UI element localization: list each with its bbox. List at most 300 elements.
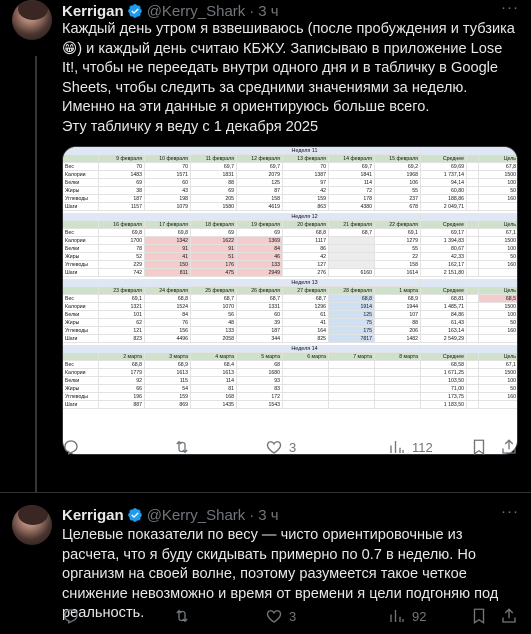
- sheet-cell: Цель: [479, 221, 518, 229]
- sheet-cell: 62: [99, 319, 145, 327]
- sheet-cell: Жиры: [63, 385, 99, 393]
- sheet-cell: 475: [191, 269, 237, 277]
- sheet-cell: Среднее: [421, 287, 467, 295]
- sheet-cell: 7817: [329, 335, 375, 343]
- sheet-cell: 50: [479, 385, 518, 393]
- sheet-cell: [467, 245, 479, 253]
- sheet-cell: 1500: [479, 303, 518, 311]
- sheet-cell: 68,7: [191, 295, 237, 303]
- like-count: 3: [289, 608, 297, 624]
- sheet-cell: 70: [283, 163, 329, 171]
- reply-icon: [62, 607, 80, 625]
- sheet-cell: [467, 269, 479, 277]
- views-count: 112: [412, 439, 433, 455]
- sheet-cell: Углеводы: [63, 195, 99, 203]
- sheet-cell: 28 февраля: [329, 287, 375, 295]
- timestamp[interactable]: 3 ч: [258, 2, 279, 20]
- sheet-cell: 61,43: [421, 319, 467, 327]
- sheet-cell: [479, 203, 518, 211]
- data-row: [63, 327, 518, 335]
- sheet-cell: [467, 361, 479, 369]
- data-row: [63, 187, 518, 195]
- tweet-header: [62, 505, 279, 525]
- separator-dot: ·: [249, 506, 255, 524]
- retweet-button[interactable]: [173, 437, 197, 457]
- sheet-cell: Жиры: [63, 319, 99, 327]
- avatar[interactable]: [12, 505, 52, 545]
- reply-button[interactable]: [62, 437, 86, 457]
- sheet-cell: Вес: [63, 229, 99, 237]
- sheet-cell: 156: [145, 327, 191, 335]
- sheet-cell: 1483: [99, 171, 145, 179]
- sheet-cell: 68,9: [375, 295, 421, 303]
- sheet-cell: 56: [191, 311, 237, 319]
- sheet-cell: 1500: [479, 171, 518, 179]
- retweet-icon: [173, 607, 191, 625]
- sheet-cell: 1331: [237, 303, 283, 311]
- week-title-row: [63, 345, 518, 353]
- handle[interactable]: @Kerry_Shark: [146, 2, 246, 20]
- sheet-cell: 1 марта: [375, 287, 421, 295]
- sheet-cell: 160: [479, 195, 518, 203]
- sheet-cell: 68,58: [421, 361, 467, 369]
- sheet-cell: Углеводы: [63, 261, 99, 269]
- tweet-image[interactable]: [62, 146, 518, 455]
- data-row: [63, 303, 518, 311]
- sheet-cell: 66: [99, 385, 145, 393]
- sheet-cell: 68,7: [237, 295, 283, 303]
- like-count: 3: [289, 439, 297, 455]
- like-button[interactable]: [265, 437, 296, 457]
- sheet-cell: 229: [99, 261, 145, 269]
- sheet-cell: Калории: [63, 303, 99, 311]
- sheet-cell: 69: [191, 187, 237, 195]
- sheet-cell: 1613: [145, 369, 191, 377]
- sheet-cell: [467, 369, 479, 377]
- separator-dot: ·: [249, 2, 255, 20]
- verified-badge-icon: [127, 3, 143, 19]
- sheet-cell: 103,50: [421, 377, 467, 385]
- sheet-cell: 237: [375, 195, 421, 203]
- sheet-cell: 88: [375, 319, 421, 327]
- sheet-cell: 1524: [145, 303, 191, 311]
- sheet-cell: 38: [99, 187, 145, 195]
- sheet-cell: 68,8: [329, 295, 375, 303]
- timestamp[interactable]: 3 ч: [258, 506, 279, 524]
- sheet-cell: 196: [99, 393, 145, 401]
- sheet-cell: [467, 287, 479, 295]
- sheet-cell: 50: [479, 319, 518, 327]
- week-title: Неделя 14: [191, 345, 421, 353]
- data-row: [63, 335, 518, 343]
- sheet-cell: 19 февраля: [237, 221, 283, 229]
- sheet-cell: Шаги: [63, 335, 99, 343]
- sheet-cell: 69,7: [237, 163, 283, 171]
- sheet-cell: 69,69: [421, 163, 467, 171]
- week-title-row: [63, 213, 518, 221]
- sheet-cell: 133: [191, 327, 237, 335]
- sheet-cell: 92: [99, 377, 145, 385]
- sheet-cell: 69: [237, 229, 283, 237]
- sheet-cell: 107: [375, 311, 421, 319]
- sheet-cell: [63, 221, 99, 229]
- sheet-cell: 78: [99, 245, 145, 253]
- sheet-cell: 114: [191, 377, 237, 385]
- sheet-cell: [467, 261, 479, 269]
- sheet-cell: 2079: [237, 171, 283, 179]
- action-bar: [62, 437, 518, 457]
- data-row: [63, 393, 518, 401]
- sheet-cell: [467, 221, 479, 229]
- sheet-cell: 80,67: [421, 245, 467, 253]
- sheet-cell: [375, 385, 421, 393]
- sheet-cell: [283, 361, 329, 369]
- sheet-cell: 68,7: [329, 229, 375, 237]
- sheet-cell: [479, 335, 518, 343]
- sheet-cell: 1680: [237, 369, 283, 377]
- sheet-cell: [467, 335, 479, 343]
- sheet-cell: Углеводы: [63, 393, 99, 401]
- heart-icon: [265, 607, 283, 625]
- sheet-cell: 50: [479, 253, 518, 261]
- sheet-cell: [467, 253, 479, 261]
- sheet-cell: 4619: [237, 203, 283, 211]
- views-count: 92: [412, 608, 427, 624]
- sheet-cell: 16 февраля: [99, 221, 145, 229]
- sheet-cell: [467, 163, 479, 171]
- share-button[interactable]: [500, 437, 518, 457]
- sheet-cell: 2 049,71: [421, 203, 467, 211]
- sheet-cell: 1700: [99, 237, 145, 245]
- data-row: [63, 229, 518, 237]
- sheet-cell: Цель: [479, 287, 518, 295]
- sheet-cell: [329, 237, 375, 245]
- week-title: Неделя 11: [191, 147, 421, 155]
- sheet-cell: 344: [237, 335, 283, 343]
- sheet-cell: 178: [329, 195, 375, 203]
- sheet-cell: Цель: [479, 353, 518, 361]
- sheet-cell: 164: [283, 327, 329, 335]
- sheet-cell: [467, 319, 479, 327]
- sheet-cell: 42: [283, 187, 329, 195]
- sheet-cell: 67,1: [479, 361, 518, 369]
- data-row: [63, 269, 518, 277]
- sheet-cell: 54: [145, 385, 191, 393]
- bookmark-icon: [470, 438, 488, 456]
- sheet-cell: [467, 295, 479, 303]
- sheet-cell: 1157: [99, 203, 145, 211]
- dates-row: [63, 353, 518, 361]
- sheet-cell: 2 151,80: [421, 269, 467, 277]
- sheet-cell: 52: [99, 253, 145, 261]
- sheet-cell: 12 февраля: [237, 155, 283, 163]
- more-options-icon[interactable]: ···: [501, 0, 519, 16]
- sheet-cell: 1622: [191, 237, 237, 245]
- reply-icon: [62, 438, 80, 456]
- more-options-icon[interactable]: ···: [501, 503, 519, 520]
- sheet-cell: 114: [329, 179, 375, 187]
- sheet-cell: 1369: [237, 237, 283, 245]
- data-row: [63, 171, 518, 179]
- sheet-cell: 187: [237, 327, 283, 335]
- sheet-cell: 1614: [375, 269, 421, 277]
- sheet-cell: 1070: [191, 303, 237, 311]
- sheet-cell: 13 февраля: [283, 155, 329, 163]
- week-title-row: [63, 147, 518, 155]
- data-row: [63, 253, 518, 261]
- sheet-cell: 86: [283, 245, 329, 253]
- sheet-cell: 70: [145, 163, 191, 171]
- sheet-cell: 1543: [237, 401, 283, 409]
- sheet-cell: 160: [479, 327, 518, 335]
- reply-button[interactable]: [62, 606, 86, 626]
- sheet-cell: 1296: [283, 303, 329, 311]
- sheet-cell: [467, 179, 479, 187]
- sheet-cell: 1482: [375, 335, 421, 343]
- sheet-cell: 1 394,83: [421, 237, 467, 245]
- sheet-cell: 88: [191, 179, 237, 187]
- display-name[interactable]: Kerrigan: [62, 2, 124, 20]
- data-row: [63, 385, 518, 393]
- dates-row: [63, 155, 518, 163]
- sheet-cell: 76: [145, 319, 191, 327]
- sheet-cell: Шаги: [63, 401, 99, 409]
- week-title: Неделя 12: [191, 213, 421, 221]
- sheet-cell: Калории: [63, 171, 99, 179]
- bookmark-button[interactable]: [470, 606, 488, 626]
- sheet-cell: Жиры: [63, 187, 99, 195]
- share-icon: [500, 607, 518, 625]
- handle[interactable]: @Kerry_Shark: [146, 506, 246, 524]
- sheet-cell: 133: [237, 261, 283, 269]
- data-row: [63, 237, 518, 245]
- bookmark-icon: [470, 607, 488, 625]
- sheet-cell: 69,1: [99, 295, 145, 303]
- data-row: [63, 377, 518, 385]
- sheet-cell: 825: [283, 335, 329, 343]
- sheet-cell: 1779: [99, 369, 145, 377]
- retweet-button[interactable]: [173, 606, 197, 626]
- sheet-cell: [375, 401, 421, 409]
- sheet-cell: [375, 393, 421, 401]
- verified-badge-icon: [127, 507, 143, 523]
- sheet-cell: 1500: [479, 237, 518, 245]
- data-row: [63, 163, 518, 171]
- sheet-cell: Среднее: [421, 221, 467, 229]
- views-button[interactable]: [388, 606, 426, 626]
- sheet-cell: 1 671,25: [421, 369, 467, 377]
- sheet-cell: 160: [479, 393, 518, 401]
- sheet-cell: 41: [145, 253, 191, 261]
- sheet-cell: 42: [283, 253, 329, 261]
- sheet-cell: 69,7: [191, 163, 237, 171]
- sheet-cell: [283, 393, 329, 401]
- sheet-cell: 50: [479, 187, 518, 195]
- sheet-cell: 125: [329, 311, 375, 319]
- week-title-row: [63, 279, 518, 287]
- sheet-cell: [479, 269, 518, 277]
- sheet-cell: [283, 369, 329, 377]
- sheet-cell: 100: [479, 245, 518, 253]
- sheet-cell: Белки: [63, 377, 99, 385]
- sheet-cell: [467, 171, 479, 179]
- sheet-cell: 14 февраля: [329, 155, 375, 163]
- sheet-cell: 69,2: [375, 163, 421, 171]
- sheet-cell: 1079: [145, 203, 191, 211]
- sheet-cell: 48: [191, 319, 237, 327]
- sheet-cell: 887: [99, 401, 145, 409]
- sheet-cell: 1831: [191, 171, 237, 179]
- sheet-cell: Углеводы: [63, 327, 99, 335]
- sheet-cell: [467, 187, 479, 195]
- sheet-cell: 3 марта: [145, 353, 191, 361]
- sheet-cell: 84,86: [421, 311, 467, 319]
- sheet-cell: [467, 195, 479, 203]
- sheet-cell: 205: [191, 195, 237, 203]
- sheet-cell: 163,14: [421, 327, 467, 335]
- sheet-cell: 8 марта: [375, 353, 421, 361]
- sheet-cell: 100: [479, 377, 518, 385]
- sheet-cell: 1 183,50: [421, 401, 467, 409]
- sheet-cell: 27 февраля: [283, 287, 329, 295]
- sheet-cell: 18 февраля: [191, 221, 237, 229]
- thread-connector: [35, 56, 37, 492]
- sheet-cell: Жиры: [63, 253, 99, 261]
- sheet-cell: 175: [329, 327, 375, 335]
- sheet-cell: 70: [99, 163, 145, 171]
- sheet-cell: 4496: [145, 335, 191, 343]
- sheet-cell: Вес: [63, 361, 99, 369]
- like-button[interactable]: [265, 606, 296, 626]
- sheet-cell: 1914: [329, 303, 375, 311]
- sheet-cell: 1944: [375, 303, 421, 311]
- sheet-cell: 121: [99, 327, 145, 335]
- sheet-cell: 2 549,29: [421, 335, 467, 343]
- sheet-cell: [479, 401, 518, 409]
- sheet-cell: 172: [237, 393, 283, 401]
- views-icon: [388, 438, 406, 456]
- sheet-cell: 1279: [375, 237, 421, 245]
- sheet-cell: 159: [145, 393, 191, 401]
- sheet-cell: 46: [237, 253, 283, 261]
- sheet-cell: [375, 377, 421, 385]
- sheet-cell: 742: [99, 269, 145, 277]
- sheet-cell: Цель: [479, 155, 518, 163]
- sheet-cell: 72: [329, 187, 375, 195]
- sheet-cell: Белки: [63, 245, 99, 253]
- sheet-cell: Вес: [63, 295, 99, 303]
- display-name[interactable]: Kerrigan: [62, 506, 124, 524]
- sheet-cell: 69,1: [375, 229, 421, 237]
- bookmark-button[interactable]: [470, 437, 488, 457]
- sheet-cell: 68,5: [479, 295, 518, 303]
- sheet-cell: 1117: [283, 237, 329, 245]
- sheet-cell: Белки: [63, 311, 99, 319]
- sheet-cell: 2 марта: [99, 353, 145, 361]
- sheet-cell: 68,8: [283, 229, 329, 237]
- sheet-cell: 206: [375, 327, 421, 335]
- sheet-cell: [467, 155, 479, 163]
- sheet-cell: 69,17: [421, 229, 467, 237]
- sheet-cell: 1321: [99, 303, 145, 311]
- sheet-cell: [467, 237, 479, 245]
- tweet-text: Каждый день утром я взвешиваюсь (после пробуждения и тубзика 😁) и каждый день считаю КБЖУ. Записываю в приложение Lose It!, чтобы не переедать внутри одного дня и в табличку в Google Sheets, чтобы следить за средними значениями за неделю. Именно на эти данные я ориентируюсь больше всего. Эту табличку я веду с 1 декабря 2025: [62, 21, 515, 135]
- sheet-cell: 24 февраля: [145, 287, 191, 295]
- sheet-cell: 1968: [375, 171, 421, 179]
- sheet-cell: 187: [99, 195, 145, 203]
- sheet-cell: 9 февраля: [99, 155, 145, 163]
- sheet-cell: 84: [145, 311, 191, 319]
- data-row: [63, 311, 518, 319]
- sheet-cell: 1580: [191, 203, 237, 211]
- sheet-cell: 4380: [329, 203, 375, 211]
- sheet-cell: 69: [191, 229, 237, 237]
- data-row: [63, 179, 518, 187]
- sheet-cell: 1571: [145, 171, 191, 179]
- views-button[interactable]: [388, 437, 433, 457]
- sheet-cell: 69,7: [329, 163, 375, 171]
- sheet-cell: 68,8: [99, 361, 145, 369]
- tweet-2[interactable]: [0, 492, 531, 634]
- sheet-cell: Шаги: [63, 203, 99, 211]
- sheet-cell: 68,8: [145, 295, 191, 303]
- sheet-cell: 863: [283, 203, 329, 211]
- sheet-cell: 68,4: [191, 361, 237, 369]
- sheet-cell: 68,9: [145, 361, 191, 369]
- sheet-cell: 20 февраля: [283, 221, 329, 229]
- sheet-cell: [467, 303, 479, 311]
- views-icon: [388, 607, 406, 625]
- sheet-cell: 51: [191, 253, 237, 261]
- sheet-cell: 869: [145, 401, 191, 409]
- sheet-cell: 22 февраля: [375, 221, 421, 229]
- sheet-cell: 158: [237, 195, 283, 203]
- share-button[interactable]: [500, 606, 518, 626]
- sheet-cell: [329, 401, 375, 409]
- sheet-cell: 150: [145, 261, 191, 269]
- sheet-cell: [375, 369, 421, 377]
- sheet-cell: Среднее: [421, 155, 467, 163]
- sheet-cell: [63, 353, 99, 361]
- sheet-cell: 1387: [283, 171, 329, 179]
- data-row: [63, 203, 518, 211]
- sheet-cell: [467, 377, 479, 385]
- sheet-cell: 1841: [329, 171, 375, 179]
- sheet-cell: 127: [283, 261, 329, 269]
- week-title: Неделя 13: [191, 279, 421, 287]
- sheet-cell: 21 февраля: [329, 221, 375, 229]
- sheet-cell: 26 февраля: [237, 287, 283, 295]
- data-row: [63, 295, 518, 303]
- avatar[interactable]: [12, 0, 52, 40]
- sheet-cell: [283, 401, 329, 409]
- sheet-cell: 93: [237, 377, 283, 385]
- sheet-cell: 276: [283, 269, 329, 277]
- sheet-cell: 198: [145, 195, 191, 203]
- sheet-cell: 1 485,71: [421, 303, 467, 311]
- sheet-cell: [467, 327, 479, 335]
- sheet-cell: 69: [99, 179, 145, 187]
- sheet-cell: [467, 229, 479, 237]
- sheet-cell: 115: [145, 377, 191, 385]
- sheet-cell: 60,80: [421, 187, 467, 195]
- sheet-cell: [329, 253, 375, 261]
- sheet-cell: 100: [479, 179, 518, 187]
- tweet-header: [62, 1, 279, 21]
- sheet-cell: [283, 385, 329, 393]
- sheet-cell: 94,14: [421, 179, 467, 187]
- sheet-cell: 68,7: [283, 295, 329, 303]
